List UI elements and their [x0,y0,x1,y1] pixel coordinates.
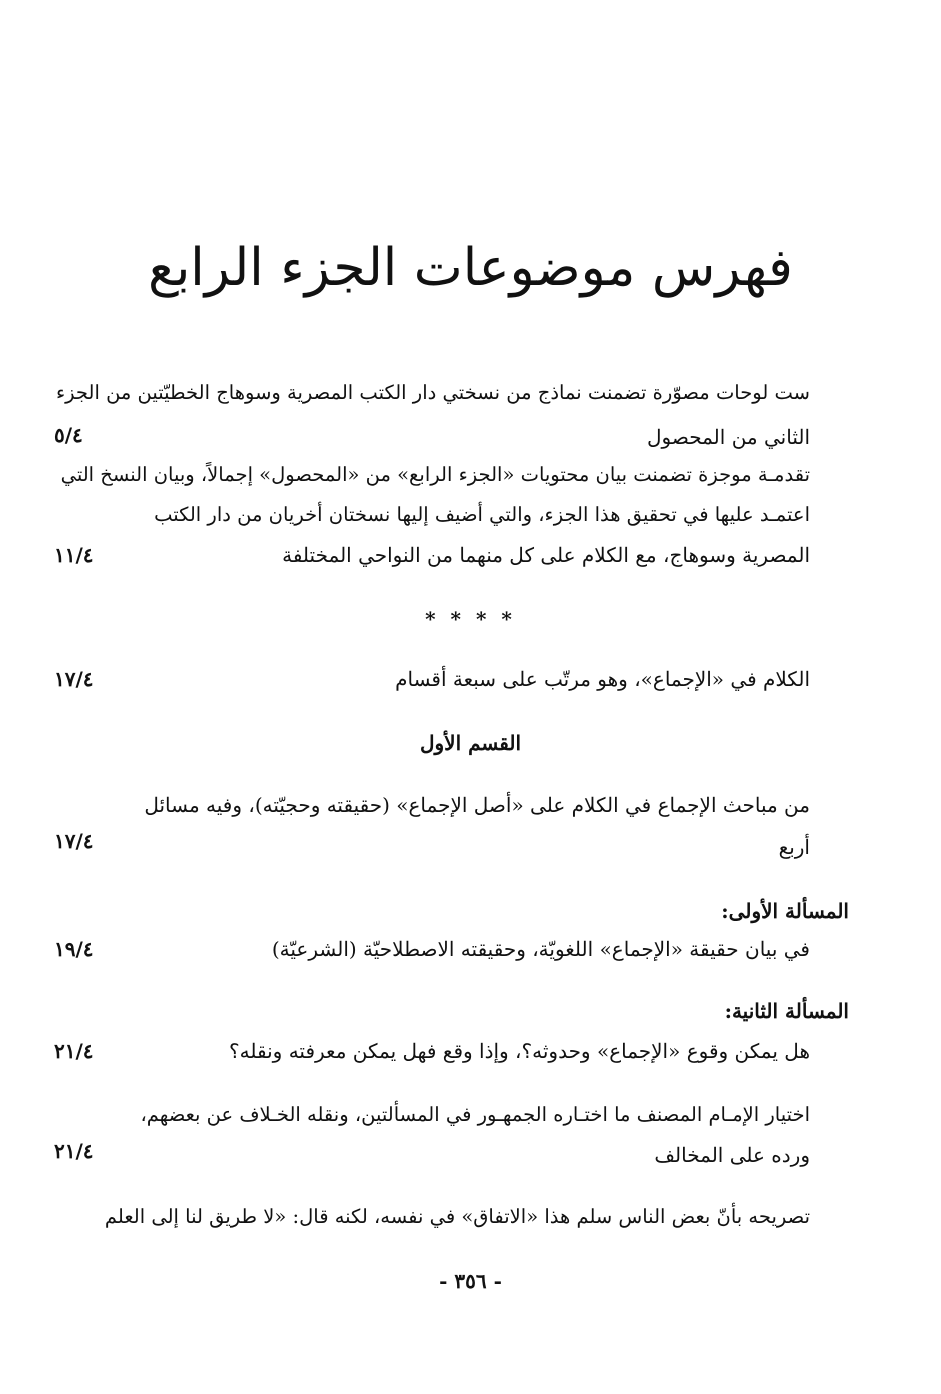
page-title: فهرس موضوعات الجزء الرابع [148,238,793,298]
page-ref: ٥/٤ [54,423,83,447]
intro-line-5: المصرية وسوهاج، مع الكلام على كل منهما من النواحي المختلفة [282,543,810,567]
choice-line-2: ورده على المخالف [654,1143,810,1167]
intro-line-2: الثاني من المحصول [647,425,810,449]
choice-line-1: اختيار الإمـام المصنف ما اختـاره الجمهـور في المسألتين، ونقله الخـلاف عن بعضهم، [140,1103,810,1126]
intro-line-3: تقدمـة موجزة تضمنت بيان محتويات «الجزء الرابع» من «المحصول» إجمالاً، وبيان النسخ التي [60,463,810,486]
page-number: - ٣٥٦ - [439,1269,502,1293]
page-ref: ١١/٤ [54,543,94,567]
page-ref: ١٧/٤ [54,829,94,853]
intro-line-1: ست لوحات مصوّرة تضمنت نماذج من نسختي دار الكتب المصرية وسوهاج الخطيّتين من الجزء [56,381,810,404]
section1-line-1: من مباحث الإجماع في الكلام على «أصل الإجماع» (حقيقته وحجيّته)، وفيه مسائل [144,793,810,817]
intro-line-4: اعتمـد عليها في تحقيق هذا الجزء، والتي أضيف إليها نسختان أخريان من دار الكتب [154,503,810,526]
question-1-entry: في بيان حقيقة «الإجماع» اللغويّة، وحقيقته الاصطلاحيّة (الشرعيّة) [271,937,810,961]
question-2-heading: المسألة الثانية: [724,999,849,1023]
page-ref: ٢١/٤ [54,1139,94,1163]
question-2-entry: هل يمكن وقوع «الإجماع» وحدوثه؟، وإذا وقع فهل يمكن معرفته ونقله؟ [229,1039,810,1063]
ijma-entry: الكلام في «الإجماع»، وهو مرتّب على سبعة أقسام [395,667,810,691]
section-heading: القسم الأول [419,731,522,755]
page-ref: ٢١/٤ [54,1039,94,1063]
last-line: تصريحه بأنّ بعض الناس سلم هذا «الاتفاق» في نفسه، لكنه قال: «لا طريق لنا إلى العلم [104,1205,810,1228]
page-ref: ١٩/٤ [54,937,94,961]
question-1-heading: المسألة الأولى: [721,899,849,923]
page-ref: ١٧/٤ [54,667,94,691]
section-separator: * * * * [425,607,516,631]
section1-line-2: أربع [778,835,810,859]
